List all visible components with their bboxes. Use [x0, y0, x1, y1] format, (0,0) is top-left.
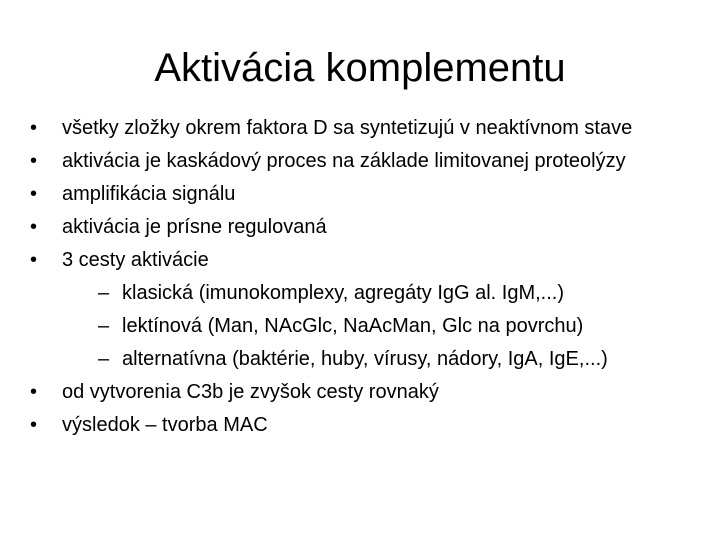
bullet-marker: • [30, 183, 38, 205]
bullet-text: aktivácia je prísne regulovaná [62, 216, 327, 238]
bullet-item [30, 182, 710, 206]
bullet-item [30, 149, 710, 173]
sub-bullet-item [30, 314, 710, 338]
sub-bullet-marker: – [98, 282, 110, 304]
bullet-item [30, 380, 710, 404]
bullet-marker: • [30, 414, 38, 436]
bullet-marker: • [30, 381, 38, 403]
bullet-marker: • [30, 150, 38, 172]
bullet-text: od vytvorenia C3b je zvyšok cesty rovnaký [62, 381, 439, 403]
bullet-marker: • [30, 216, 38, 238]
sub-bullet-text: alternatívna (baktérie, huby, vírusy, nádory, IgA, IgE,...) [122, 348, 608, 370]
bullet-text: aktivácia je kaskádový proces na základe limitovanej proteolýzy [62, 150, 626, 172]
sub-bullet-marker: – [98, 348, 110, 370]
sub-bullet-item [30, 281, 710, 305]
bullet-text: 3 cesty aktivácie [62, 249, 209, 271]
bullet-item [30, 413, 710, 437]
sub-bullet-item [30, 347, 710, 371]
bullet-text: amplifikácia signálu [62, 183, 236, 205]
bullet-marker: • [30, 249, 38, 271]
bullet-item [30, 215, 710, 239]
bullet-marker: • [30, 117, 38, 139]
bullet-item [30, 116, 710, 140]
sub-bullet-marker: – [98, 315, 110, 337]
bullet-text: všetky zložky okrem faktora D sa syntetizujú v neaktívnom stave [62, 117, 633, 139]
sub-bullet-text: lektínová (Man, NAcGlc, NaAcMan, Glc na povrchu) [122, 315, 584, 337]
sub-bullet-text: klasická (imunokomplexy, agregáty IgG al. IgM,...) [122, 282, 565, 304]
bullet-list [30, 116, 710, 446]
slide-title: Aktivácia komplementu [154, 46, 566, 90]
bullet-item [30, 248, 710, 272]
bullet-text: výsledok – tvorba MAC [62, 414, 268, 436]
